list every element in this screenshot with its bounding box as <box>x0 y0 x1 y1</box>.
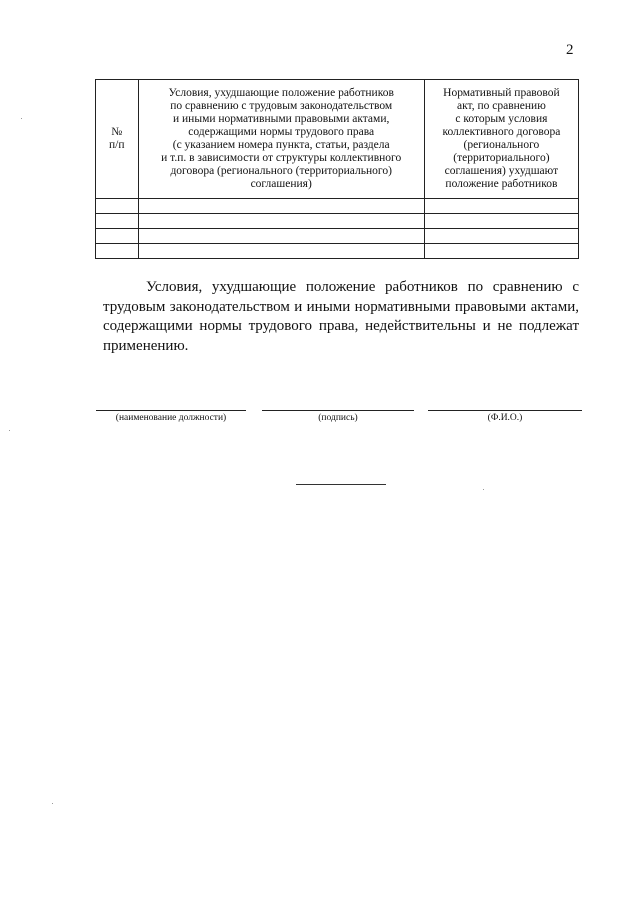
header-normative-act: Нормативный правовой акт, по сравнению с которым условия коллективного договора (регионального (территориального) соглашения) ухудшают положение работников <box>424 80 578 199</box>
position-signature-line <box>96 410 246 411</box>
table-row <box>96 199 579 214</box>
header-conditions: Условия, ухудшающие положение работников по сравнению с трудовым законодательством и иными нормативными правовыми актами, содержащими нормы трудового права (с указанием номера пункта, статьи, раздела и т.п. в зависимости от структуры коллективного договора (регионального (территориального) соглашения) <box>138 80 424 199</box>
table-cell <box>96 214 139 229</box>
table-cell <box>424 244 578 259</box>
signature-caption: (подпись) <box>318 413 358 423</box>
table-row <box>96 214 579 229</box>
table-row <box>96 244 579 259</box>
table-cell <box>424 214 578 229</box>
invalidity-statement: Условия, ухудшающие положение работников по сравнению с трудовым законодательством и иными нормативными правовыми актами, содержащими нормы трудового права, недействительны и не подлежат применению. <box>103 279 579 354</box>
end-of-document-rule <box>296 484 386 485</box>
table-cell <box>138 214 424 229</box>
table-cell <box>138 229 424 244</box>
table-header-row <box>96 80 579 199</box>
scan-speck <box>9 430 10 431</box>
table-cell <box>96 199 139 214</box>
conditions-table <box>95 79 579 259</box>
page-number: 2 <box>566 42 574 58</box>
table-cell <box>424 229 578 244</box>
position-caption: (наименование должности) <box>115 413 227 423</box>
table-cell <box>424 199 578 214</box>
table-cell <box>138 199 424 214</box>
header-number: № п/п <box>96 80 139 199</box>
scan-speck <box>483 489 484 490</box>
table-cell <box>96 244 139 259</box>
name-caption: (Ф.И.О.) <box>487 413 523 423</box>
name-signature-line <box>428 410 582 411</box>
signature-line <box>262 410 414 411</box>
table-row <box>96 229 579 244</box>
table-cell <box>96 229 139 244</box>
scan-speck <box>21 118 22 119</box>
table-cell <box>138 244 424 259</box>
scan-speck <box>52 803 53 804</box>
